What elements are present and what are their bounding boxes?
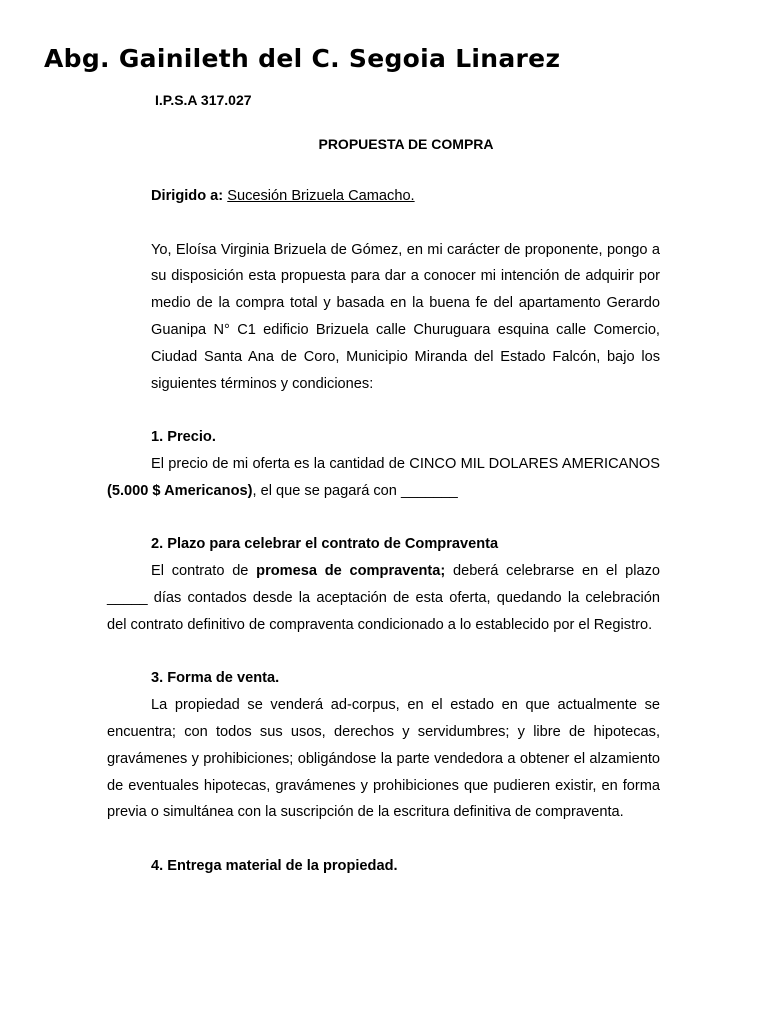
section-1-heading: 1. Precio.	[151, 429, 216, 446]
contract-type: promesa de compraventa;	[256, 563, 446, 580]
intro-paragraph: Yo, Eloísa Virginia Brizuela de Gómez, en mi carácter de proponente, pongo a su disposición esta propuesta para dar a conocer mi intención de adquirir por medio de la compra total y basada en la buena fe del apartamento Gerardo Guanipa N° C1 edificio Brizuela calle Churuguara esquina calle Comercio, Ciudad Santa Ana de Coro, Municipio Miranda del Estado Falcón, bajo los siguientes términos y condiciones:	[151, 241, 660, 392]
section-3-heading: 3. Forma de venta.	[151, 670, 280, 687]
addressee-label: Dirigido a:	[151, 188, 224, 204]
addressee-value: Sucesión Brizuela Camacho.	[227, 188, 415, 204]
section-4-heading: 4. Entrega material de la propiedad.	[151, 857, 398, 874]
document-body	[107, 183, 660, 880]
section-2-text: El contrato de promesa de compraventa; deberá celebrarse en el plazo _____ días contados desde la aceptación de esta oferta, quedando la celebración del contrato definitivo de compraventa condicionado a lo establecido por el Registro.	[107, 563, 660, 633]
section-1-text: El precio de mi oferta es la cantidad de CINCO MIL DOLARES AMERICANOS (5.000 $ Americanos), el que se pagará con _______	[107, 455, 660, 499]
ipsa-number: I.P.S.A 317.027	[155, 92, 252, 108]
price-amount: (5.000 $ Americanos)	[107, 482, 253, 499]
document-title: PROPUESTA DE COMPRA	[318, 136, 494, 152]
section-2-heading: 2. Plazo para celebrar el contrato de Compraventa	[151, 536, 499, 553]
lawyer-name: Abg. Gainileth del C. Segoia Linarez	[44, 44, 561, 73]
section-3-text: La propiedad se venderá ad-corpus, en el estado en que actualmente se encuentra; con todos sus usos, derechos y servidumbres; y libre de hipotecas, gravámenes y prohibiciones; obligándose la parte vendedora a obtener el alzamiento de eventuales hipotecas, gravámenes y prohibiciones que pudieren existir, en forma previa o simultánea con la suscripción de la escritura definitiva de compraventa.	[107, 697, 660, 821]
addressee-line	[107, 183, 660, 210]
